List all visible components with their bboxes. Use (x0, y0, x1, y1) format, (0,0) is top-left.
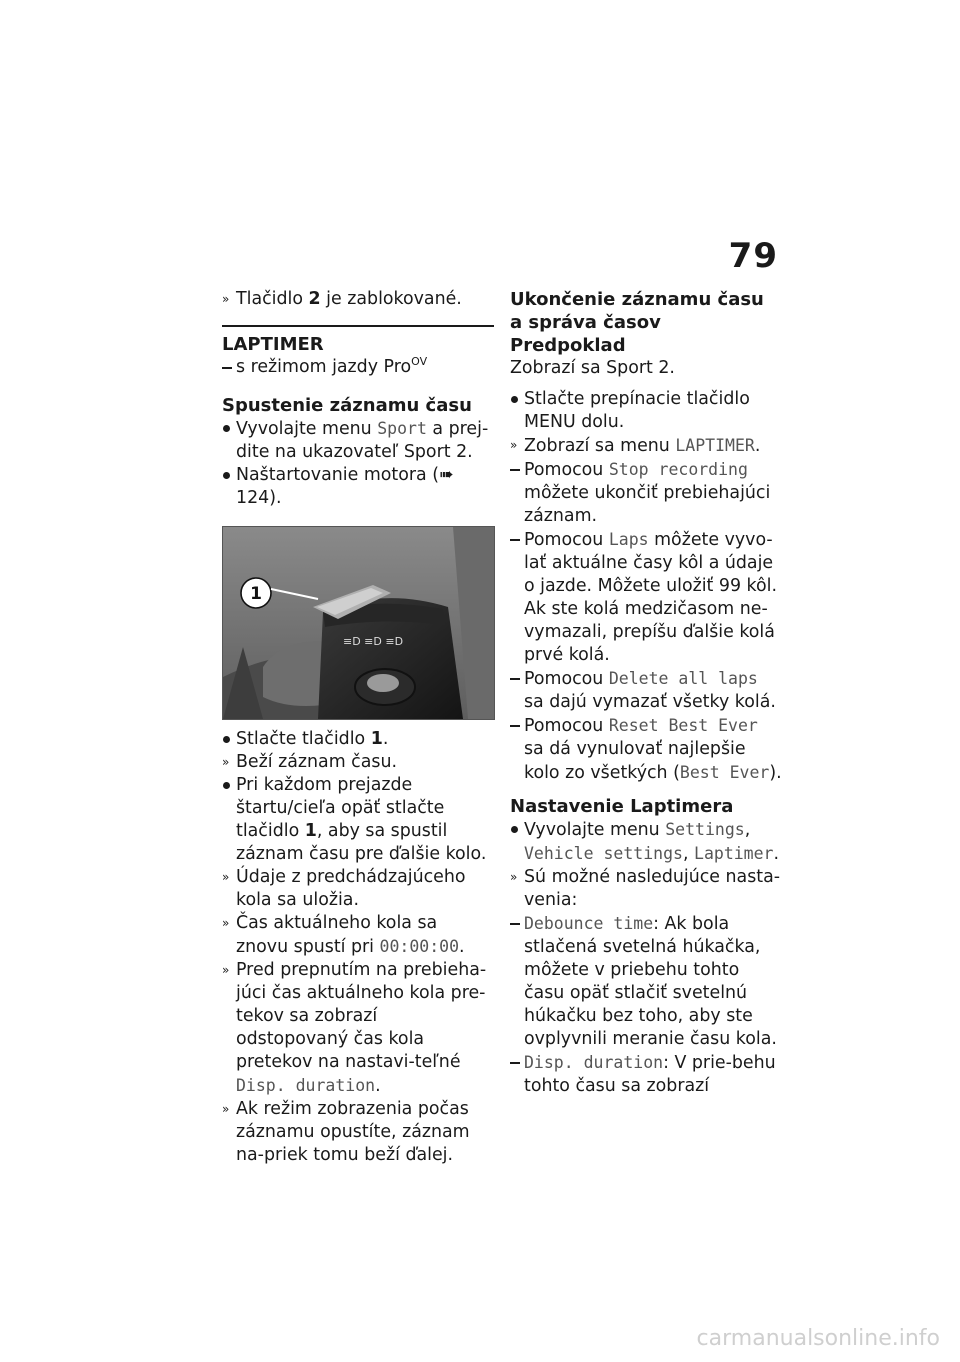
list-item: Pomocou Reset Best Ever sa dá vynulovať najlepšie kolo zo všetkých (Best Ever). (524, 716, 782, 783)
result-marker: » (510, 870, 518, 884)
section-title: LAPTIMER (222, 334, 324, 355)
list-item: Disp. duration: V prie-behu tohto času sa zobrazí (524, 1053, 776, 1096)
result-marker: » (222, 916, 230, 930)
instruction-item: Vyvolajte menu Sport a prej-dite na ukazovateľ Sport 2. (236, 419, 489, 462)
list-item: Pomocou Laps môžete vyvo-lať aktuálne časy kôl a údaje o jazde. Môžete uložiť 99 kôl. Ak ste kolá medzičasom ne-vymazali, prepíšu ďalšie kolá prvé kolá. (524, 530, 778, 665)
end-heading-line1: Ukončenie záznamu času (510, 289, 764, 310)
prerequisite-heading: Predpoklad (510, 335, 626, 356)
list-item: » Zobrazí sa menu LAPTIMER. (510, 436, 761, 456)
list-item: » Beží záznam času. (222, 752, 398, 772)
instruction-item: Naštartovanie motora (➠ 124). (236, 465, 454, 508)
list-item: Vyvolajte menu Settings, Vehicle settings, Laptimer. (524, 820, 780, 864)
section-subtitle: s režimom jazdy Pro$^{OV}$ (236, 355, 428, 377)
section-rule (222, 325, 494, 327)
svg-text:≡D ≡D ≡D: ≡D ≡D ≡D (343, 635, 404, 648)
page-reference-arrow-icon: ➠ (439, 465, 454, 485)
left-column (222, 288, 494, 1167)
result-marker: » (222, 963, 230, 977)
figure-callout-1: 1 (250, 584, 262, 604)
handlebar-switch-illustration (223, 527, 494, 719)
end-heading-line2: a správa časov (510, 312, 661, 333)
result-marker: » (222, 292, 230, 306)
list-item: Stlačte prepínacie tlačidlo MENU dolu. (524, 389, 750, 432)
list-item: Pomocou Delete all laps sa dajú vymazať všetky kolá. (524, 669, 776, 712)
prerequisite-text: Zobrazí sa Sport 2. (510, 358, 675, 378)
page-number: 79 (728, 236, 778, 276)
handlebar-switch-figure (222, 526, 495, 720)
result-marker: » (222, 870, 230, 884)
result-marker: » (222, 1102, 230, 1116)
list-item: Debounce time: Ak bola stlačená svetelná húkačka, môžete v priebehu tohto času opäť stlačiť svetelnú húkačku bez toho, aby ste ovplyvnili meranie času kola. (524, 914, 777, 1049)
list-item: Pri každom prejazde štartu/cieľa opäť stlačte tlačidlo 1, aby sa spustil záznam času pre ďalšie kolo. (236, 775, 487, 864)
setup-heading: Nastavenie Laptimera (510, 796, 734, 817)
watermark: carmanualsonline.info (696, 1326, 940, 1351)
list-item: » Údaje z predchádzajúceho kola sa uložia. (222, 867, 466, 910)
start-heading: Spustenie záznamu času (222, 395, 472, 416)
right-column (510, 288, 782, 1098)
list-item: » Pred prepnutím na prebieha-júci čas aktuálneho kola pre-tekov sa zobrazí odstopovaný čas kola pretekov na nastavi-teľné Disp. duration. (222, 960, 487, 1096)
result-marker: » (222, 755, 230, 769)
result-marker: » (510, 438, 518, 452)
list-item: Pomocou Stop recording môžete ukončiť prebiehajúci záznam. (524, 460, 771, 526)
list-item: » Sú možné nasledujúce nasta-venia: (510, 867, 781, 910)
after-figure-list (222, 728, 494, 1167)
list-item: » Ak režim zobrazenia počas záznamu opustíte, záznam na-priek tomu beží ďalej. (222, 1099, 470, 1165)
result-line: » Tlačidlo 2 je zablokované. (222, 289, 462, 309)
list-item: Stlačte tlačidlo 1. (236, 729, 389, 749)
list-item: » Čas aktuálneho kola sa znovu spustí pri 00:00:00. (222, 913, 465, 957)
